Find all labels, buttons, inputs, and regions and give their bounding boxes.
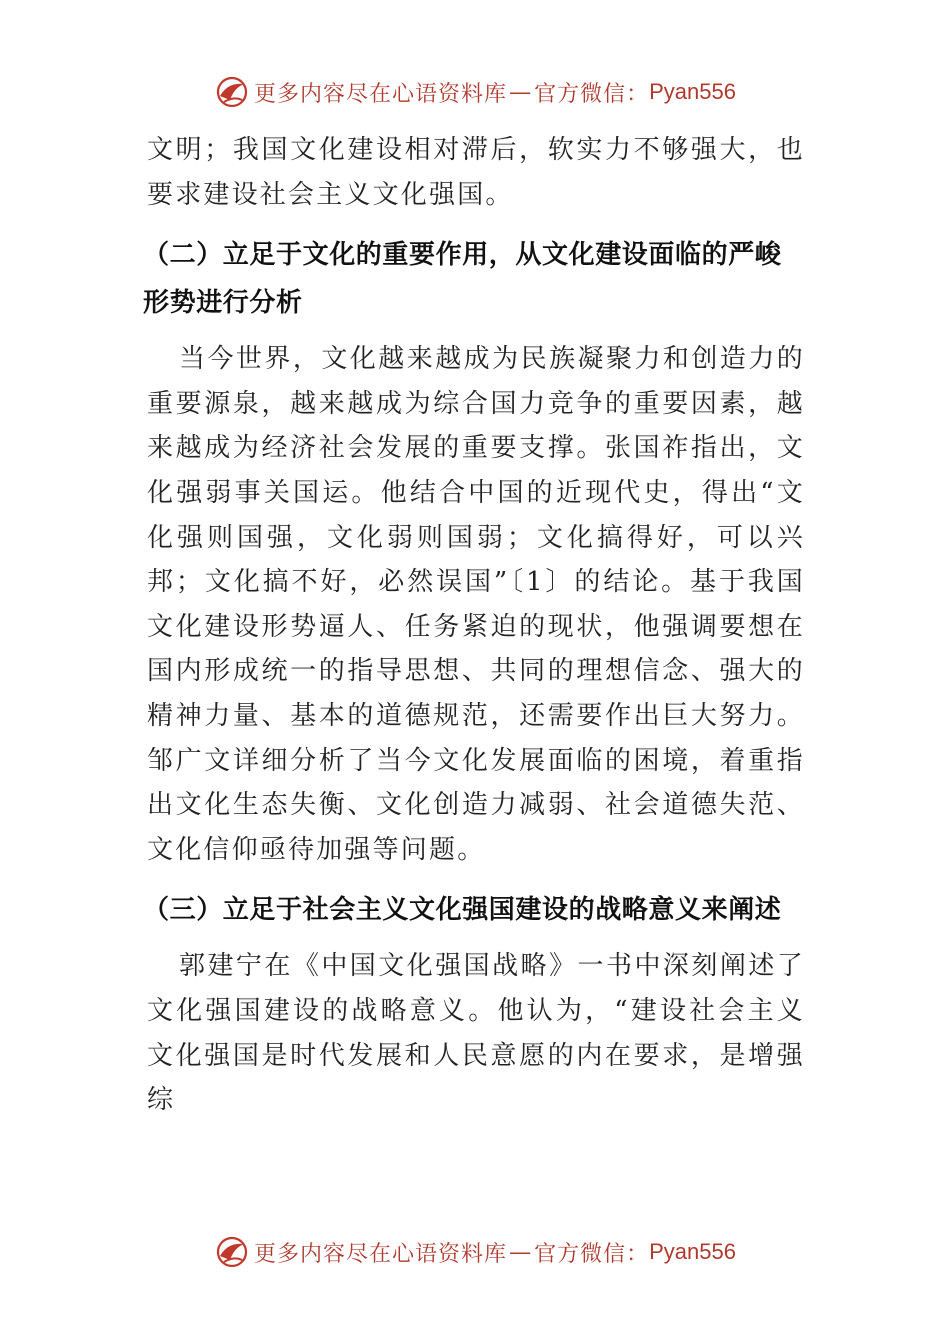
header-watermark-banner	[0, 72, 950, 112]
logo-icon	[214, 74, 250, 110]
logo-icon	[214, 1234, 250, 1270]
section-heading-2: （二）立足于文化的重要作用，从文化建设面临的严峻形势进行分析	[143, 240, 782, 319]
banner-prefix: 更多内容尽在心语资料库	[254, 1241, 508, 1267]
banner-dash: —	[509, 1239, 533, 1265]
banner-wechat-label: 官方微信：	[534, 81, 650, 107]
paragraph-continuation: 文明；我国文化建设相对滞后，软实力不够强大，也要求建设社会主义文化强国。	[147, 135, 805, 210]
document-body	[143, 128, 805, 1123]
paragraph-strategic-significance: 郭建宁在《中国文化强国战略》一书中深刻阐述了文化强国建设的战略意义。他认为，“建设社会主义文化强国是时代发展和人民意愿的内在要求，是增强综	[147, 951, 805, 1116]
paragraph-culture-role: 当今世界，文化越来越成为民族凝聚力和创造力的重要源泉，越来越成为综合国力竞争的重要因素，越来越成为经济社会发展的重要支撑。张国祚指出，文化强弱事关国运。他结合中国的近现代史，得出“文化强则国强，文化弱则国弱；文化搞得好，可以兴邦；文化搞不好，必然误国”〔1〕的结论。基于我国文化建设形势逼人、任务紧迫的现状，他强调要想在国内形成统一的指导思想、共同的理想信念、强大的精神力量、基本的道德规范，还需要作出巨大努力。邹广文详细分析了当今文化发展面临的困境，着重指出文化生态失衡、文化创造力减弱、社会道德失范、文化信仰亟待加强等问题。	[147, 344, 805, 865]
banner-dash: —	[509, 79, 533, 105]
footer-watermark-banner	[0, 1232, 950, 1272]
banner-wechat-label: 官方微信：	[534, 1241, 650, 1267]
section-heading-3: （三）立足于社会主义文化强国建设的战略意义来阐述	[143, 895, 782, 926]
banner-wechat-id: Pyan556	[649, 79, 736, 104]
banner-prefix: 更多内容尽在心语资料库	[254, 81, 508, 107]
banner-wechat-id: Pyan556	[649, 1239, 736, 1264]
